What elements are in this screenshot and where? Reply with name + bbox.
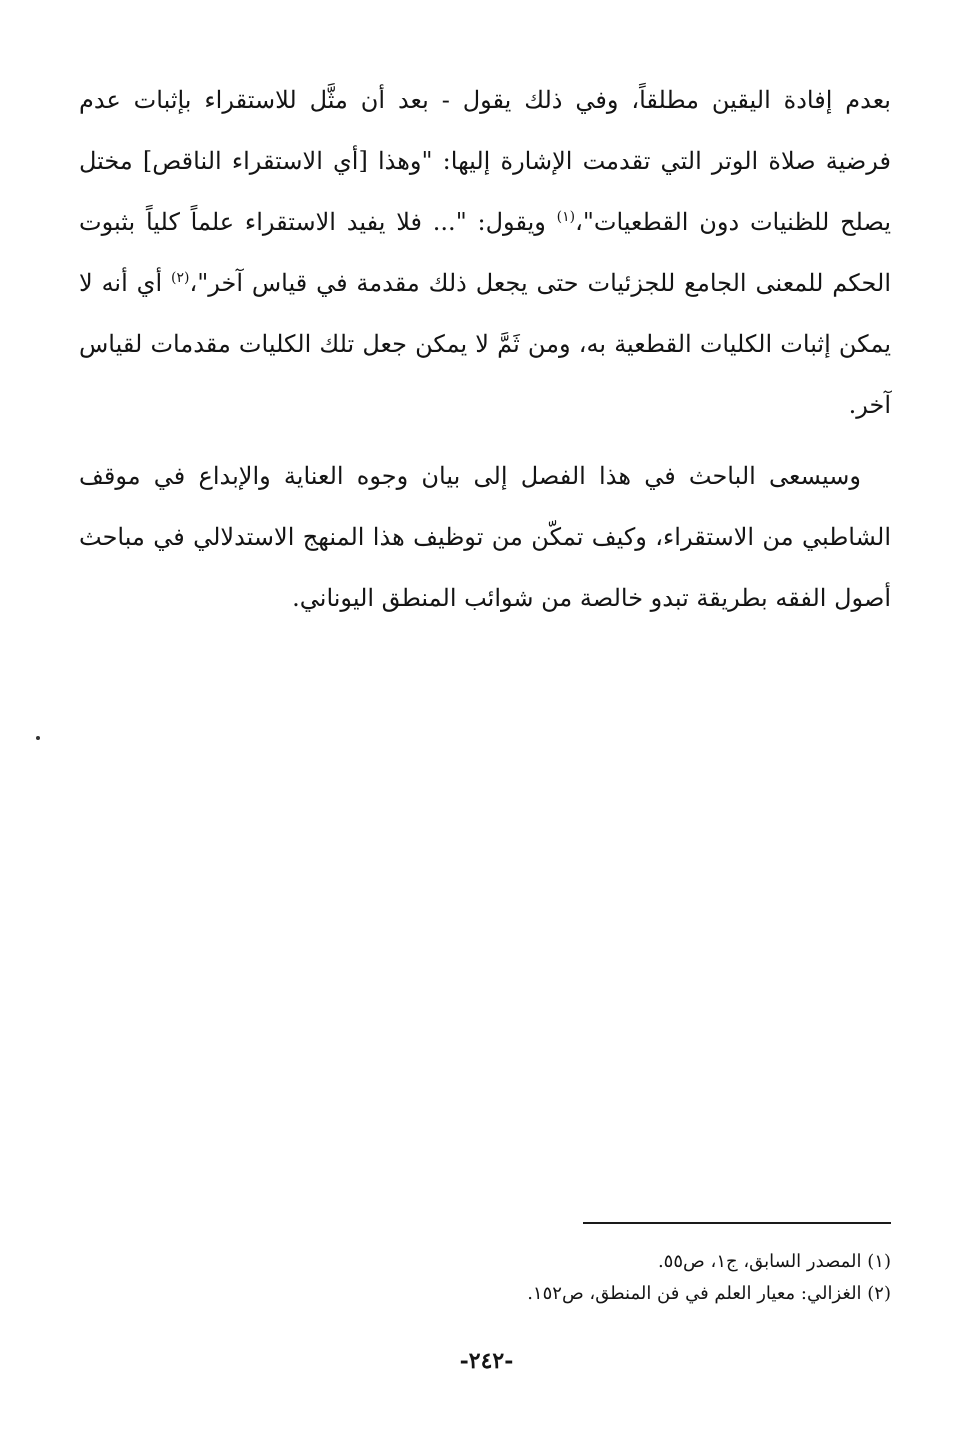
- paragraph-2: وسيسعى الباحث في هذا الفصل إلى بيان وجوه العناية والإبداع في موقف الشاطبي من الاستقراء، وكيف تمكّن من توظيف هذا المنهج الاستدلالي في مباحث أصول الفقه بطريقة تبدو خالصة من شوائب المنطق اليوناني.: [79, 462, 891, 612]
- paragraph-1-part-1: بعدم إفادة اليقين مطلقاً، وفي ذلك يقول - بعد أن مثَّل للاستقراء بإثبات عدم فرضية صلاة الوتر التي تقدمت الإشارة إليها: "وهذا [أي الاستقراء الناقص] مختل يصلح للظنيات دون القطعيات"،: [79, 86, 891, 236]
- scan-speck: [36, 736, 40, 740]
- footnote-separator: [583, 1222, 891, 1224]
- paragraph-1-part-3: أي أنه لا يمكن إثبات الكليات القطعية به، ومن ثَمَّ لا يمكن جعل تلك الكليات مقدمات لقياس آخر.: [79, 269, 891, 419]
- page-number: -٢٤٢-: [459, 1348, 514, 1374]
- footnote-2: (٢) الغزالي: معيار العلم في فن المنطق، ص١٥٢.: [527, 1283, 891, 1304]
- main-text: [79, 70, 891, 629]
- footnotes: [79, 1246, 891, 1310]
- paragraph-1: [79, 70, 891, 436]
- footnote-ref-1[interactable]: (١): [556, 209, 576, 225]
- footnote-1: (١) المصدر السابق، ج١، ص٥٥.: [657, 1251, 891, 1272]
- footnote-ref-2[interactable]: (٢): [171, 270, 190, 286]
- paragraph-1-part-2: ويقول: "... فلا يفيد الاستقراء علماً كلياً بثبوت الحكم للمعنى الجامع للجزئيات حتى يجعل ذلك مقدمة في قياس آخر"،: [79, 208, 892, 297]
